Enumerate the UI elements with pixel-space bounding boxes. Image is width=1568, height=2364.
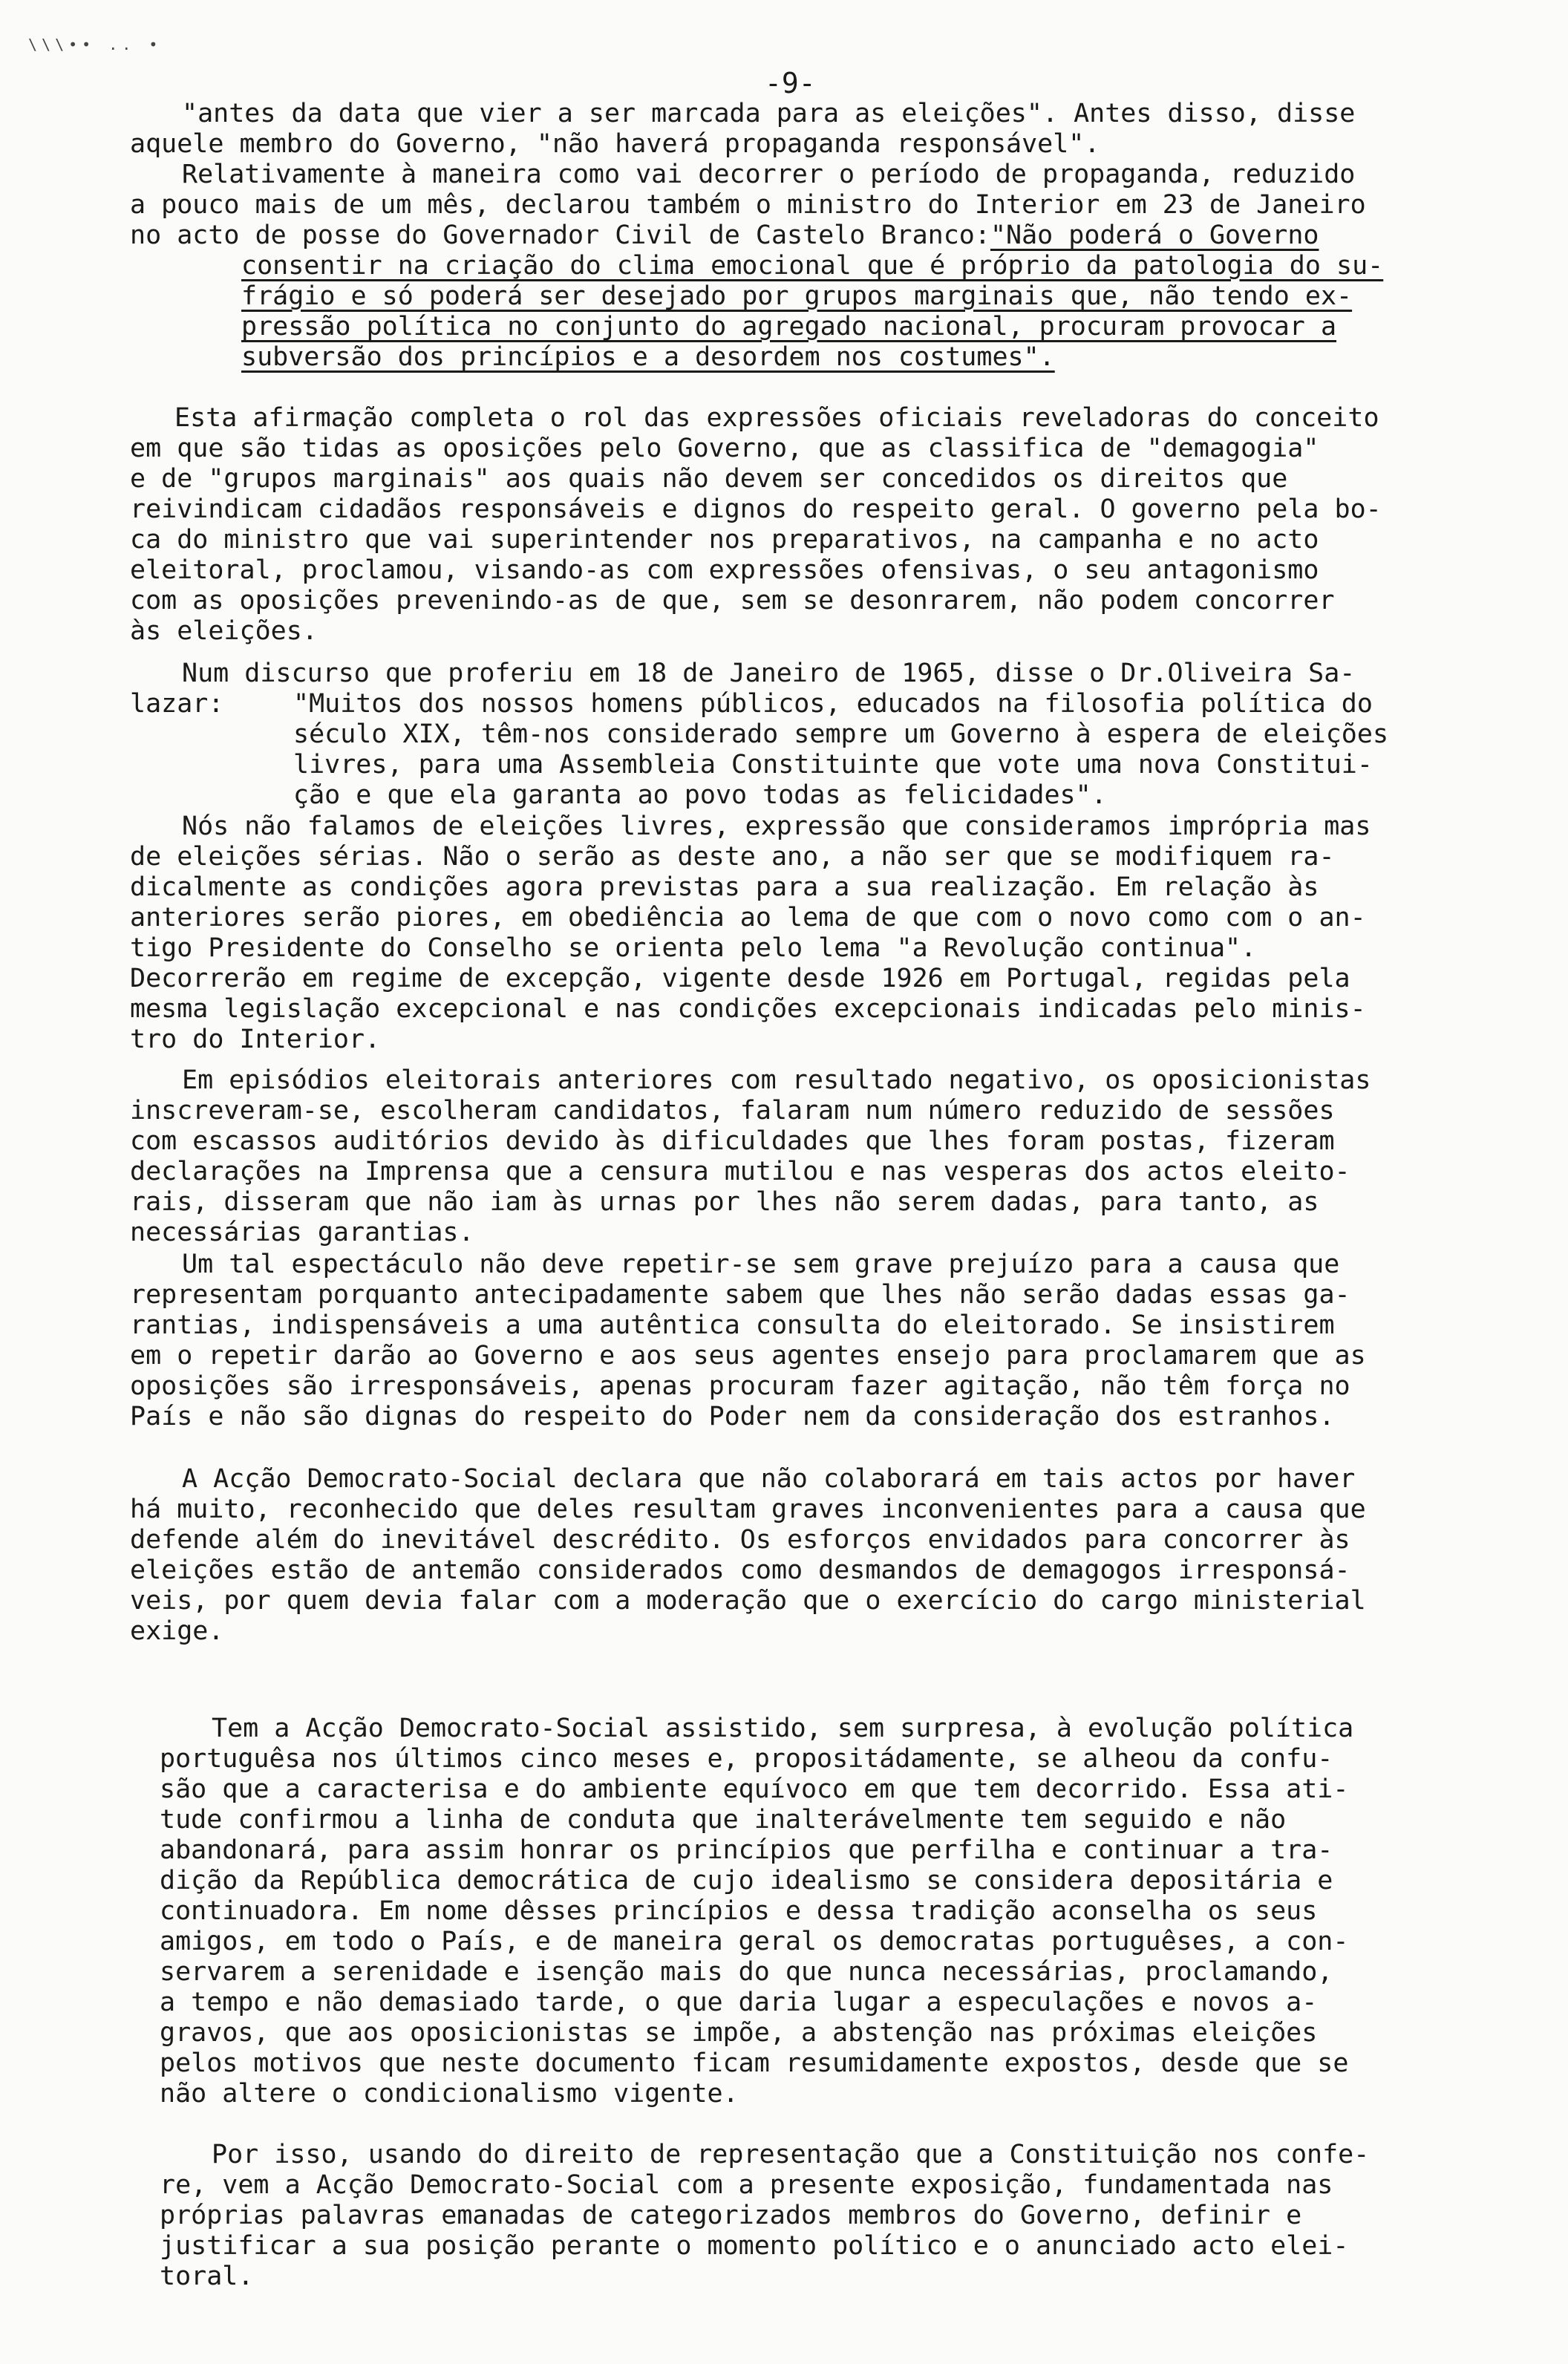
text-line: rantias, indispensáveis a uma autêntica consulta do eleitorado. Se insistirem [130,1310,1335,1340]
text-line: Esta afirmação completa o rol das expressões oficiais reveladoras do conceito [174,403,1379,433]
underlined-quote: consentir na criação do clima emocional que é próprio da patologia do su- [241,251,1384,281]
paragraph-1 [130,99,1503,160]
text-line: re, vem a Acção Democrato-Social com a presente exposição, fundamentada nas [160,2170,1333,2200]
text-line: de eleições sérias. Não o serão as deste ano, a não ser que se modifiquem ra- [130,842,1335,872]
underlined-quote: pressão política no conjunto do agregado nacional, procuram provocar a [241,312,1337,342]
text-line: Nós não falamos de eleições livres, expressão que consideramos imprópria mas [182,812,1371,841]
text-line: Um tal espectáculo não deve repetir-se sem grave prejuízo para a causa que [182,1250,1340,1279]
text-line: tro do Interior. [130,1025,381,1054]
text-line: em que são tidas as oposições pelo Governo, que as classifica de "demagogia" [130,434,1319,463]
text-line: exige. [130,1616,224,1646]
text-line: representam porquanto antecipadamente sabem que lhes não serão dadas essas ga- [130,1280,1350,1310]
text-line: tigo Presidente do Conselho se orienta pelo lema "a Revolução continua". [130,933,1257,963]
text-line: aquele membro do Governo, "não haverá propaganda responsável". [130,129,1100,159]
text-line: anteriores serão piores, em obediência ao lema de que com o novo como com o an- [130,903,1366,933]
paragraph-2 [130,160,1503,373]
paragraph-10 [160,2140,1481,2292]
text-line: no acto de posse do Governador Civil de Castelo Branco: [130,221,990,250]
text-line: lazar: [130,689,224,719]
paragraph-6 [130,1065,1503,1248]
underlined-quote: frágio e só poderá ser desejado por grupos marginais que, não tendo ex- [241,281,1353,311]
text-line: há muito, reconhecido que deles resultam graves inconvenientes para a causa que [130,1495,1366,1524]
text-line: necessárias garantias. [130,1218,474,1247]
underlined-quote: "Não poderá o Governo [990,221,1319,250]
text-line: Num discurso que proferiu em 18 de Janeiro de 1965, disse o Dr.Oliveira Sa- [182,659,1356,688]
text-line: oposições são irresponsáveis, apenas procuram fazer agitação, não têm força no [130,1371,1350,1401]
paragraph-8 [130,1464,1503,1647]
paragraph-5 [130,812,1503,1055]
underlined-quote: subversão dos princípios e a desordem nos costumes". [241,342,1055,372]
quote-line: ção e que ela garanta ao povo todas as felicidades". [293,780,1107,810]
quote-line: livres, para uma Assembleia Constituinte que vote uma nova Constitui- [293,750,1373,780]
text-line: Relativamente à maneira como vai decorrer o período de propaganda, reduzido [182,160,1356,189]
text-line: a pouco mais de um mês, declarou também o ministro do Interior em 23 de Janeiro [130,190,1366,220]
text-line: eleições estão de antemão considerados como desmandos de demagogos irresponsá- [130,1555,1350,1585]
text-line: Decorrerão em regime de excepção, vigente desde 1926 em Portugal, regidas pela [130,964,1350,993]
text-line: em o repetir darão ao Governo e aos seus agentes ensejo para proclamarem que as [130,1341,1366,1371]
paragraph-4 [130,659,1503,689]
text-line: dição da República democrática de cujo idealismo se considera depositária e [160,1866,1333,1896]
salazar-quote [293,689,1511,811]
text-line: declarações na Imprensa que a censura mutilou e nas vesperas dos actos eleito- [130,1157,1350,1186]
text-line: mesma legislação excepcional e nas condições excepcionais indicadas pelo minis- [130,994,1366,1024]
text-line: são que a caracterisa e do ambiente equívoco em que tem decorrido. Essa ati- [160,1774,1349,1804]
text-line: defende além do inevitável descrédito. Os esforços envidados para concorrer às [130,1525,1350,1555]
text-line: eleitoral, proclamou, visando-as com expressões ofensivas, o seu antagonismo [130,555,1319,585]
paragraph-9 [160,1714,1481,2109]
quote-line: século XIX, têm-nos considerado sempre um Governo à espera de eleições [293,719,1389,749]
text-line: País e não são dignas do respeito do Poder nem da consideração dos estranhos. [130,1402,1335,1431]
text-line: Tem a Acção Democrato-Social assistido, sem surpresa, à evolução política [212,1714,1354,1743]
text-line: justificar a sua posição perante o momento político e o anunciado acto elei- [160,2231,1349,2261]
text-line: com as oposições prevenindo-as de que, sem se desonrarem, não podem concorrer [130,586,1335,616]
text-line: toral. [160,2262,254,2291]
text-line: dicalmente as condições agora previstas para a sua realização. Em relação às [130,872,1319,902]
text-line: Por isso, usando do direito de representação que a Constituição nos confe- [212,2140,1370,2169]
text-line: abandonará, para assim honrar os princípios que perfilha e continuar a tra- [160,1835,1333,1865]
text-line: às eleições. [130,616,318,646]
text-line: veis, por quem devia falar com a moderação que o exercício do cargo ministerial [130,1586,1366,1616]
text-line: inscreveram-se, escolheram candidatos, falaram num número reduzido de sessões [130,1096,1335,1126]
text-line: servarem a serenidade e isenção mais do que nunca necessárias, proclamando, [160,1957,1333,1987]
text-line: não altere o condicionalismo vigente. [160,2079,739,2109]
paragraph-3 [130,403,1503,647]
text-line: continuadora. Em nome dêsses princípios e dessa tradição aconselha os seus [160,1896,1318,1926]
quote-line: "Muitos dos nossos homens públicos, educados na filosofia política do [293,689,1373,719]
text-line: tude confirmou a linha de conduta que inalterávelmente tem seguido e não [160,1805,1287,1835]
scan-artifact: \\\•• .. • [28,36,163,53]
text-line: portuguêsa nos últimos cinco meses e, propositádamente, se alheou da confu- [160,1744,1333,1774]
text-line: A Acção Democrato-Social declara que não colaborará em tais actos por haver [182,1464,1356,1494]
text-line: "antes da data que vier a ser marcada para as eleições". Antes disso, disse [182,99,1356,128]
text-line: e de "grupos marginais" aos quais não devem ser concedidos os direitos que [130,464,1288,494]
page-number: -9- [765,67,816,99]
text-line: com escassos auditórios devido às dificuldades que lhes foram postas, fizeram [130,1126,1335,1156]
text-line: a tempo e não demasiado tarde, o que daria lugar a especulações e novos a- [160,1988,1318,2017]
text-line: amigos, em todo o País, e de maneira geral os democratas portuguêses, a con- [160,1927,1349,1956]
text-line: pelos motivos que neste documento ficam resumidamente expostos, desde que se [160,2048,1349,2078]
text-line: ca do ministro que vai superintender nos preparativos, na campanha e no acto [130,525,1319,555]
text-line: próprias palavras emanadas de categorizados membros do Governo, definir e [160,2201,1302,2230]
text-line: Em episódios eleitorais anteriores com resultado negativo, os oposicionistas [182,1065,1371,1095]
text-line: reivindicam cidadãos responsáveis e dignos do respeito geral. O governo pela bo- [130,494,1382,524]
text-line: rais, disseram que não iam às urnas por lhes não serem dadas, para tanto, as [130,1187,1319,1217]
text-line: gravos, que aos oposicionistas se impõe, a abstenção nas próximas eleições [160,2018,1318,2048]
paragraph-7 [130,1250,1503,1432]
